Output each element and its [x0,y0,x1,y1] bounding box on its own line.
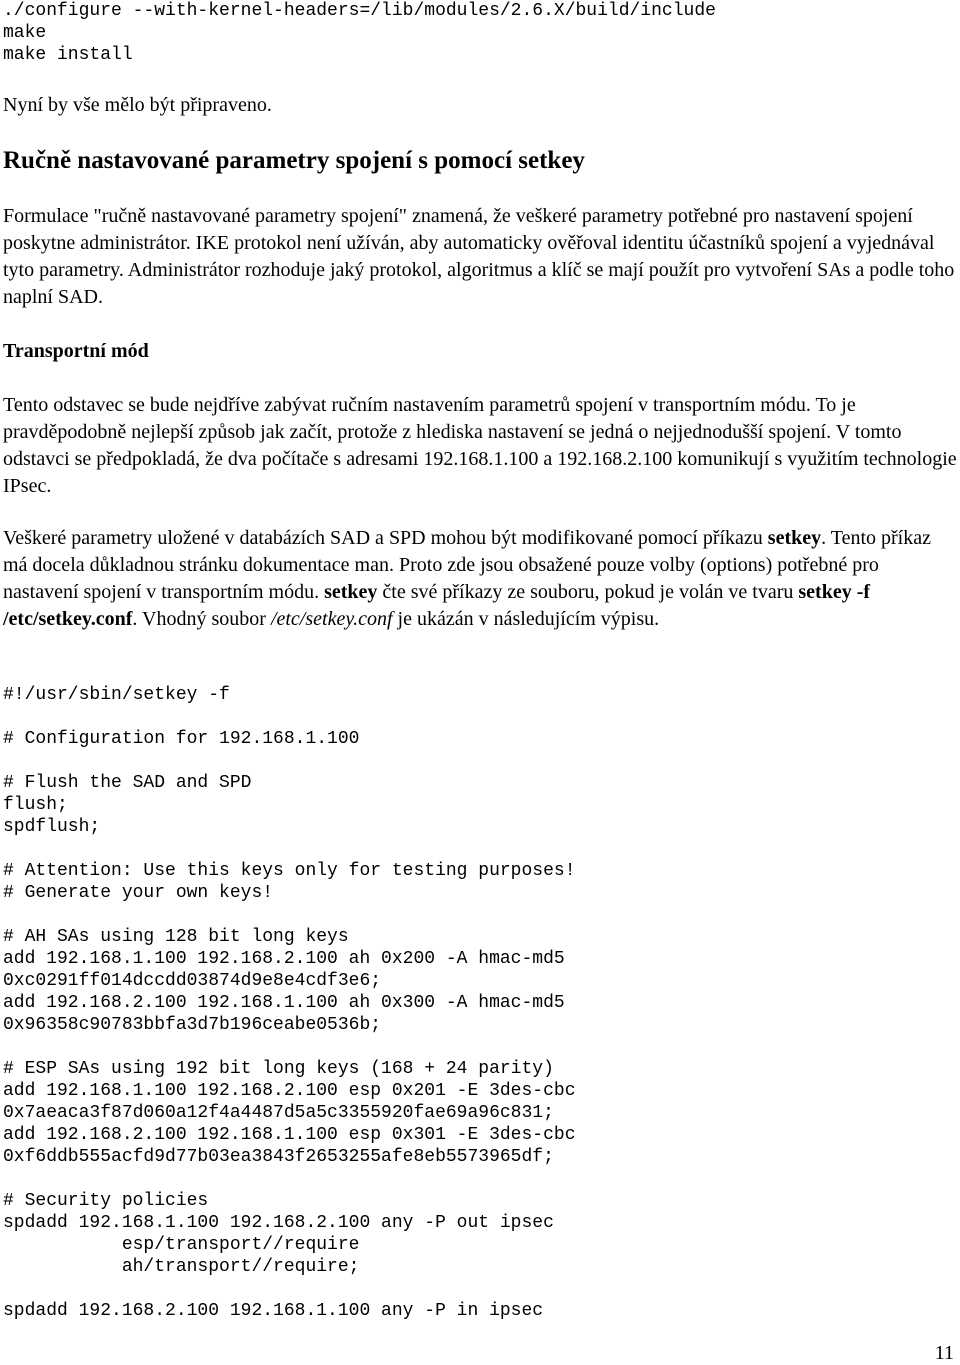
setkey-text: . Vhodný soubor [132,608,271,630]
setkey-invocation-bold: setkey -f /etc/setkey.conf [3,581,871,630]
code-line: spdflush; [3,817,101,837]
code-line: esp/transport//require [3,1235,360,1255]
code-line: 0xf6ddb555acfd9d77b03ea3843f2653255afe8eb5573965df; [3,1147,554,1167]
transport-paragraph: Tento odstavec se bude nejdříve zabývat ručním nastavením parametrů spojení v transportním módu. To je pravděpodobně nejlepší způsob jak začít, protože z hlediska nastavení se jedná o nejjednodušší spojení. V tomto odstavci se předpokladá, že dva počítače s adresami 192.168.1.100 a 192.168.2.100 komunikují s využitím technologie IPsec. [3,394,957,497]
section-heading: Ručně nastavované parametry spojení s pomocí setkey [3,147,585,174]
code-line: spdadd 192.168.2.100 192.168.1.100 any -P in ipsec [3,1301,544,1321]
code-line [3,1278,576,1300]
build-commands-code [3,0,716,66]
code-line: ./configure --with-kernel-headers=/lib/modules/2.6.X/build/include [3,1,716,21]
code-line [3,904,576,926]
setkey-paragraph [3,525,958,633]
subsection-heading: Transportní mód [3,340,149,362]
code-line: add 192.168.1.100 192.168.2.100 esp 0x201 -E 3des-cbc [3,1081,576,1101]
code-line: flush; [3,795,68,815]
code-line [3,838,576,860]
ready-text: Nyní by vše mělo být připraveno. [3,94,272,116]
setkey-text: Veškeré parametry uložené v databázích SAD a SPD mohou být modifikované pomocí příkazu [3,527,768,549]
setkey-text: čte své příkazy ze souboru, pokud je volán ve tvaru [377,581,799,603]
code-line: 0x96358c90783bbfa3d7b196ceabe0536b; [3,1015,382,1035]
intro-paragraph: Formulace "ručně nastavované parametry spojení" znamená, že veškeré parametry potřebné pro nastavení spojení poskytne administrátor. IKE protokol není užíván, aby automaticky ověřoval identitu účastníků spojení a vyjednával tyto parametry. Administrátor rozhoduje jaký protokol, algoritmus a klíč se mají použít pro vytvoření SAs a podle toho naplní SAD. [3,205,955,308]
code-line: make [3,23,47,43]
setkey-command-bold: setkey [767,527,822,549]
code-line: # ESP SAs using 192 bit long keys (168 + 24 parity) [3,1059,554,1079]
code-line [3,750,576,772]
code-line: # Configuration for 192.168.1.100 [3,729,360,749]
setkey-text: . Tento příkaz má docela důkladnou stránku dokumentace man. Proto zde jsou obsažené pouze volby (options) potřebné pro nastavení spojení v transportním módu. [3,527,931,603]
code-line: add 192.168.2.100 192.168.1.100 esp 0x301 -E 3des-cbc [3,1125,576,1145]
code-line: # Flush the SAD and SPD [3,773,252,793]
code-line: make install [3,45,133,65]
config-path-italic: /etc/setkey.conf [270,608,393,630]
code-line: # Attention: Use this keys only for testing purposes! [3,861,576,881]
code-line: # Generate your own keys! [3,883,274,903]
code-line: # AH SAs using 128 bit long keys [3,927,349,947]
code-line [3,1168,576,1190]
code-line: add 192.168.2.100 192.168.1.100 ah 0x300 -A hmac-md5 [3,993,565,1013]
code-line [3,1036,576,1058]
code-line [3,706,576,728]
setkey-text: je ukázán v následujícím výpisu. [392,608,660,630]
code-line: 0xc0291ff014dccdd03874d9e8e4cdf3e6; [3,971,382,991]
setkey-config-code [3,684,576,1322]
code-line: ah/transport//require; [3,1257,360,1277]
code-line: 0x7aeaca3f87d060a12f4a4487d5a5c3355920fae69a96c831; [3,1103,554,1123]
setkey-command-bold: setkey [324,581,378,603]
code-line: # Security policies [3,1191,209,1211]
code-line: spdadd 192.168.1.100 192.168.2.100 any -P out ipsec [3,1213,554,1233]
code-line: #!/usr/sbin/setkey -f [3,685,230,705]
page-number: 11 [934,1342,954,1364]
code-line: add 192.168.1.100 192.168.2.100 ah 0x200 -A hmac-md5 [3,949,565,969]
